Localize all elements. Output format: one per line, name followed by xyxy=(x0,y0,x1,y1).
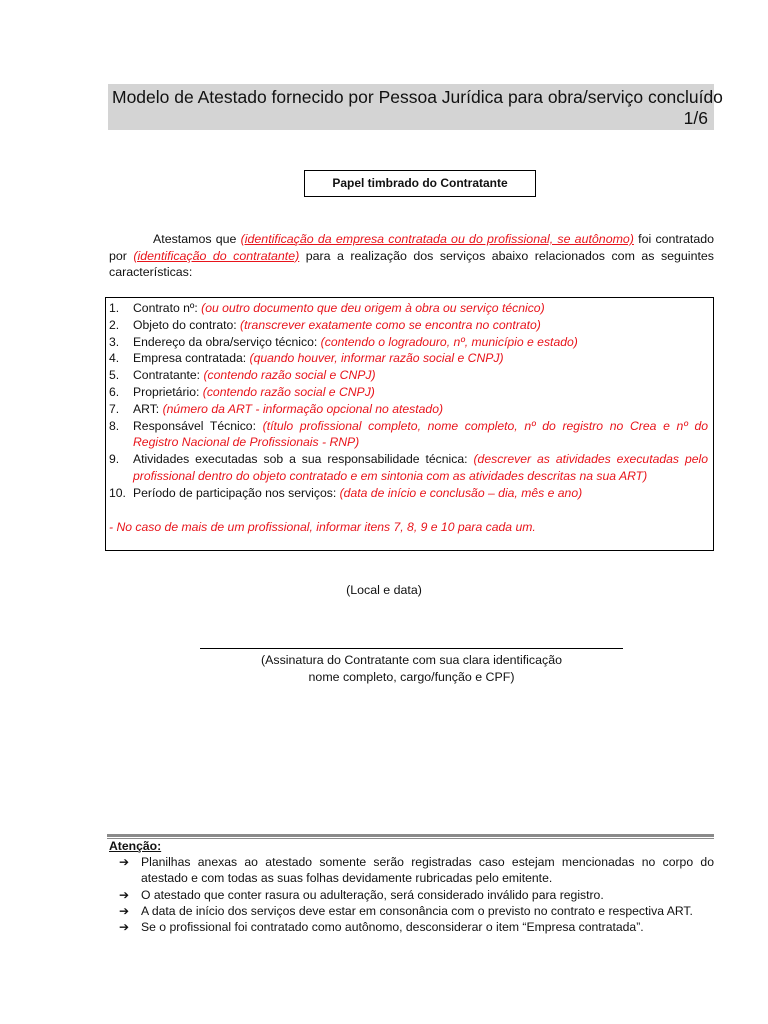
list-item: 10. Período de participação nos serviços: (data de início e conclusão – dia, mês e ano) xyxy=(109,485,583,500)
statement-text-3: para a realização dos serviços abaixo relacionados com as seguintes características: xyxy=(109,248,714,279)
arrow-right-icon: ➔ xyxy=(119,887,130,902)
signature-caption: (Assinatura do Contratante com sua clara identificação nome completo, cargo/função e CPF) xyxy=(261,653,562,684)
list-item: 9. Atividades executadas sob a sua responsabilidade técnica: (descrever as atividades executadas pelo profissional dentro do objeto contratado e em sintonia com as atividades descritas na sua ART) xyxy=(109,452,708,483)
list-item: 7. ART: (número da ART - informação opcional no atestado) xyxy=(109,401,444,416)
letterhead-label: Papel timbrado do Contratante xyxy=(304,170,536,197)
document-header xyxy=(108,84,723,130)
arrow-right-icon: ➔ xyxy=(119,920,130,935)
list-item: 8. Responsável Técnico: (título profissional completo, nome completo, nº do registro no Crea e nº do Registro Nacional de Profissionais - RNP) xyxy=(109,418,708,450)
list-item: ➔ O atestado que conter rasura ou adulteração, será considerado inválido para registro. xyxy=(119,887,604,902)
place-and-date: (Local e data) xyxy=(346,583,422,597)
arrow-right-icon: ➔ xyxy=(119,855,130,870)
characteristics-list xyxy=(105,297,714,551)
signature-line xyxy=(200,648,623,649)
list-item: 3. Endereço da obra/serviço técnico: (contendo o logradouro, nº, município e estado) xyxy=(109,334,578,349)
list-item: 6. Proprietário: (contendo razão social e CNPJ) xyxy=(109,384,375,399)
document-title: Modelo de Atestado fornecido por Pessoa Jurídica para obra/serviço concluído xyxy=(112,87,723,107)
arrow-right-icon: ➔ xyxy=(119,903,130,918)
divider xyxy=(107,834,714,837)
placeholder-contractor: (identificação do contratante) xyxy=(133,248,300,263)
list-item: 4. Empresa contratada: (quando houver, informar razão social e CNPJ) xyxy=(109,351,504,366)
list-item: 2. Objeto do contrato: (transcrever exatamente como se encontra no contrato) xyxy=(109,317,541,332)
attention-section xyxy=(109,838,714,935)
list-item: ➔ Planilhas anexas ao atestado somente serão registradas caso estejam mencionadas no corpo do atestado e com todas as suas folhas devidamente rubricadas pelo emitente. xyxy=(119,855,714,886)
list-item: 1. Contrato nº: (ou outro documento que deu origem à obra ou serviço técnico) xyxy=(109,301,545,315)
statement-text-2: foi contratado por xyxy=(109,232,714,263)
list-item: ➔ Se o profissional foi contratado como autônomo, desconsiderar o item “Empresa contratada”. xyxy=(119,920,644,935)
attention-title: Atenção: xyxy=(109,839,162,853)
attestation-statement xyxy=(109,231,714,281)
multiple-professionals-note: - No caso de mais de um profissional, informar itens 7, 8, 9 e 10 para cada um. xyxy=(109,519,536,534)
list-item: 5. Contratante: (contendo razão social e CNPJ) xyxy=(109,368,376,383)
list-item: ➔ A data de início dos serviços deve estar em consonância com o previsto no contrato e respectiva ART. xyxy=(119,903,693,918)
placeholder-company: (identificação da empresa contratada ou do profissional, se autônomo) xyxy=(240,232,634,246)
statement-text-1: Atestamos que xyxy=(153,232,241,246)
page-number: 1/6 xyxy=(683,108,708,128)
